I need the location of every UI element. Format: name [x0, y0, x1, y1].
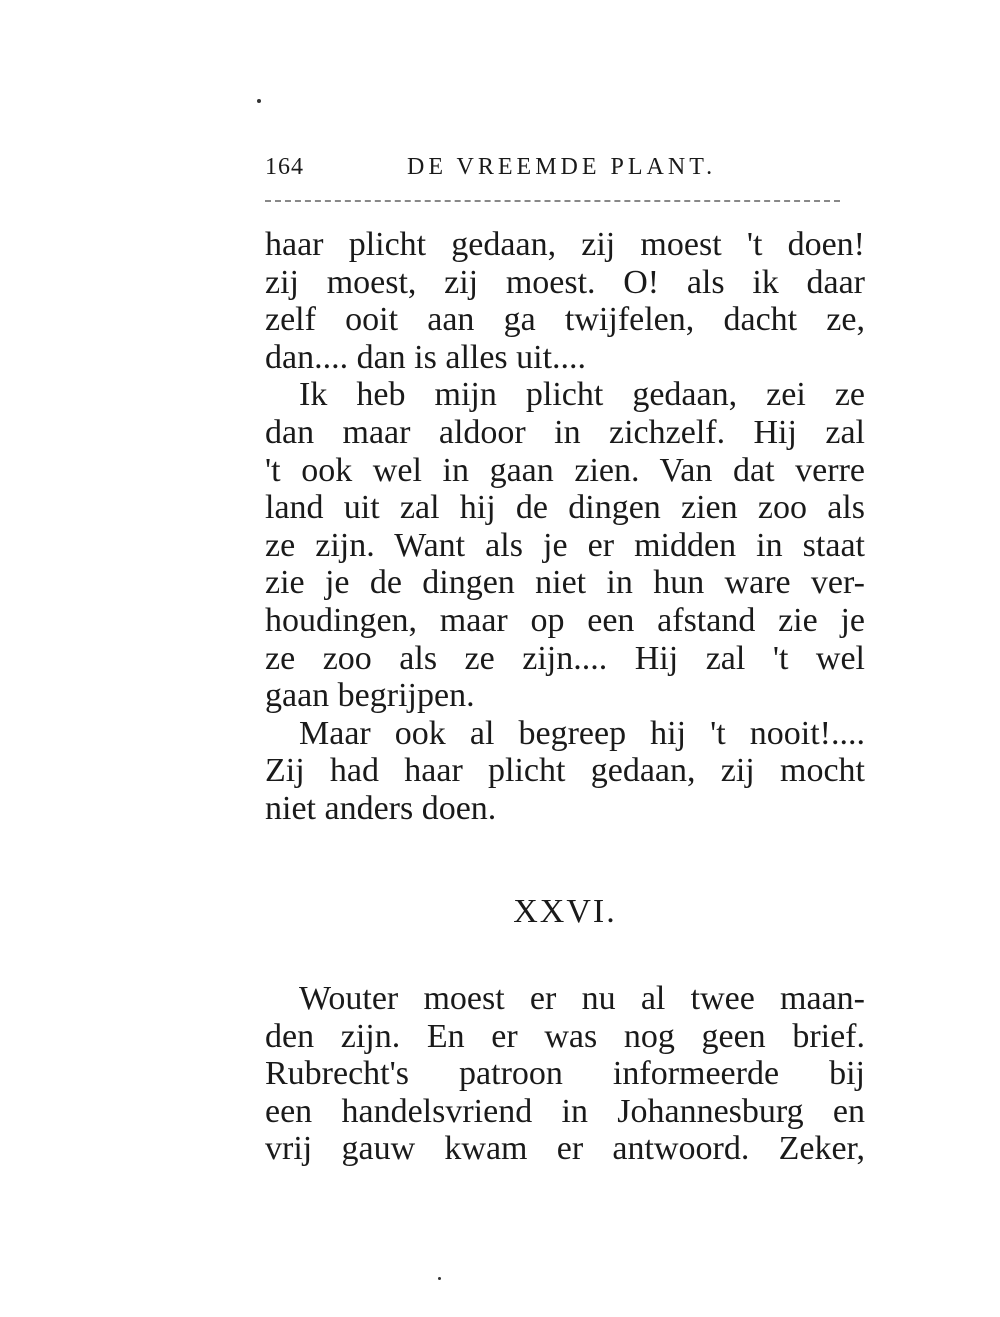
body-text-after-chapter: [265, 980, 865, 1168]
text-line: 't ook wel in gaan zien. Van dat verre: [265, 451, 865, 489]
text-line: Rubrecht's patroon informeerde bij: [265, 1055, 865, 1093]
text-line: zij moest, zij moest. O! als ik daar: [265, 263, 865, 301]
header-divider: [265, 200, 840, 202]
text-line: ze zoo als ze zijn.... Hij zal 't wel: [265, 639, 865, 677]
text-line: gaan begrijpen.: [265, 677, 475, 715]
page-speck: [257, 99, 261, 103]
text-line: Maar ook al begreep hij 't nooit!....: [299, 714, 865, 752]
text-line: zie je de dingen niet in hun ware ver-: [265, 564, 865, 602]
text-line: Wouter moest er nu al twee maan-: [299, 980, 865, 1017]
text-line: Zij had haar plicht gedaan, zij mocht: [265, 752, 865, 790]
body-text-before-chapter: [265, 226, 865, 828]
text-line: ze zijn. Want als je er midden in staat: [265, 526, 865, 564]
text-line: den zijn. En er was nog geen brief.: [265, 1017, 865, 1055]
text-line: een handelsvriend in Johannesburg en: [265, 1092, 865, 1130]
text-line: dan maar aldoor in zichzelf. Hij zal: [265, 413, 865, 451]
text-line: land uit zal hij de dingen zien zoo als: [265, 489, 865, 527]
text-line: Ik heb mijn plicht gedaan, zei ze: [299, 376, 865, 414]
text-line: niet anders doen.: [265, 789, 497, 827]
book-title: DE VREEMDE PLANT.: [407, 154, 717, 180]
running-head: [265, 150, 865, 190]
text-line: dan.... dan is alles uit....: [265, 338, 587, 376]
text-line: haar plicht gedaan, zij moest 't doen!: [265, 226, 865, 263]
text-line: zelf ooit aan ga twijfelen, dacht ze,: [265, 301, 865, 339]
text-line: houdingen, maar op een afstand zie je: [265, 601, 865, 639]
page-speck: [438, 1277, 441, 1280]
page-number: 164: [265, 154, 304, 180]
chapter-heading: XXVI.: [513, 893, 617, 930]
text-line: vrij gauw kwam er antwoord. Zeker,: [265, 1130, 865, 1168]
